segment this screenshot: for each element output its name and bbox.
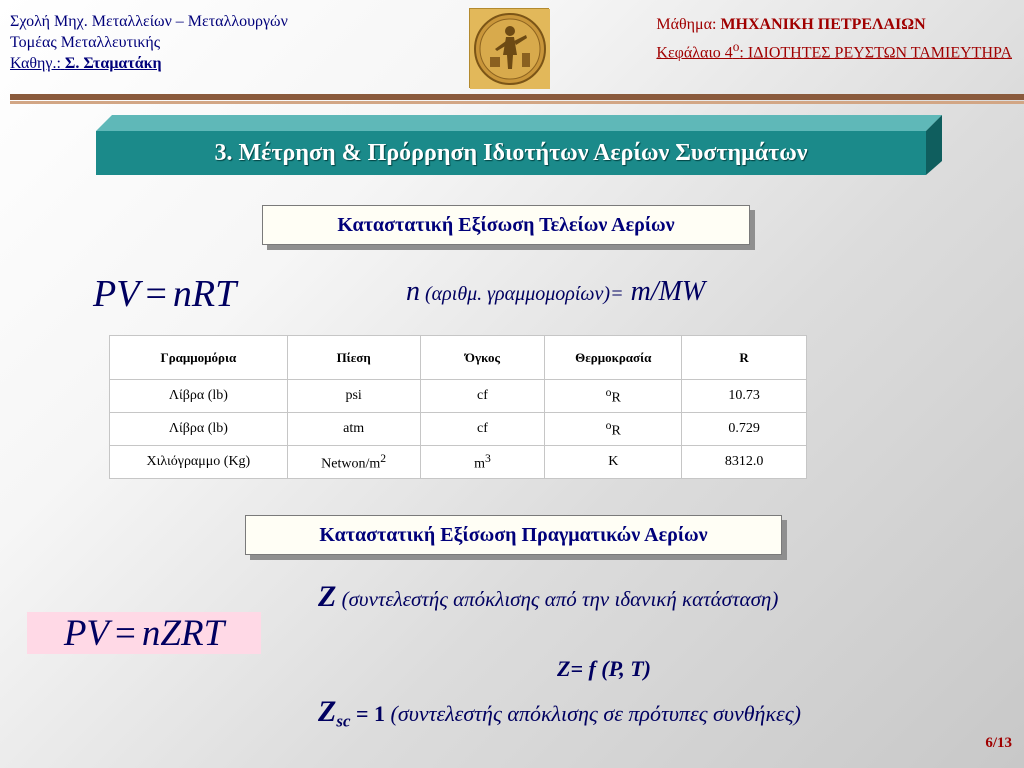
header-r: R: [682, 336, 807, 380]
volume-exponent: 3: [484, 451, 491, 465]
temp-unit: R: [611, 423, 621, 439]
cell-moles: Λίβρα (lb): [110, 380, 288, 413]
chapter-prefix: Κεφάλαιο 4: [656, 44, 733, 62]
table-row: [110, 413, 807, 446]
medallion-icon: [470, 9, 550, 89]
course-name: ΜΗΧΑΝΙΚΗ ΠΕΤΡΕΛΑΙΩΝ: [720, 16, 926, 33]
cell-temperature: K: [545, 446, 682, 479]
z-symbol: Z: [318, 580, 337, 613]
temp-degree: o: [605, 418, 612, 432]
chapter-line: [656, 36, 1012, 64]
school-name: Σχολή Μηχ. Μεταλλείων – Μεταλλουργών: [10, 13, 288, 30]
eq-rhs: nRT: [172, 273, 237, 315]
zsc-definition: [318, 695, 801, 731]
gas-constant-table: [109, 335, 807, 479]
eq-operator: =: [115, 612, 136, 654]
chapter-ordinal: ο: [732, 39, 740, 54]
cell-volume: [420, 446, 545, 479]
ideal-gas-equation: [93, 272, 236, 316]
section-banner: [96, 113, 942, 177]
n-formula: m/MW: [623, 276, 706, 307]
header-temperature: Θερμοκρασία: [545, 336, 682, 380]
header-left: [10, 11, 288, 74]
header-rule: [10, 94, 1024, 100]
header-rule-light: [10, 101, 1024, 104]
cell-r: 8312.0: [682, 446, 807, 479]
course-label: Μάθημα:: [656, 16, 717, 33]
table-header-row: [110, 336, 807, 380]
section-title: 3. Μέτρηση & Πρόρρηση Ιδιοτήτων Αερίων Συστημάτων: [214, 139, 808, 166]
cell-pressure: [287, 446, 420, 479]
division-name: Τομέας Μεταλλευτικής: [10, 34, 161, 51]
professor-line: [10, 53, 288, 74]
eq-operator: =: [145, 273, 167, 315]
real-gas-heading: Καταστατική Εξίσωση Πραγματικών Αερίων: [245, 515, 782, 555]
page-number: 6/13: [985, 735, 1012, 751]
table-row: [110, 446, 807, 479]
ideal-gas-heading: Καταστατική Εξίσωση Τελείων Αερίων: [262, 205, 750, 245]
volume-unit: m: [474, 456, 485, 472]
real-gas-equation: [27, 612, 261, 654]
cell-r: 0.729: [682, 413, 807, 446]
cell-volume: cf: [420, 413, 545, 446]
zsc-symbol: Z: [318, 695, 337, 728]
professor-prefix: Καθηγ.:: [10, 55, 61, 72]
university-logo: [469, 8, 549, 88]
pressure-unit: Netwon/m: [321, 456, 381, 472]
course-line: [656, 14, 1012, 36]
professor-name: Σ. Σταματάκη: [64, 55, 162, 72]
z-definition: [318, 580, 858, 616]
cell-r: 10.73: [682, 380, 807, 413]
zsc-value: = 1: [350, 701, 386, 726]
eq-rhs: nZRT: [141, 612, 225, 654]
eq-lhs: PV: [93, 273, 140, 315]
z-function: Z= f (P, T): [557, 656, 651, 681]
n-description: (αριθμ. γραμμομορίων)=: [420, 283, 624, 305]
z-description: (συντελεστής απόκλισης από την ιδανική κατάσταση): [336, 587, 779, 611]
zsc-subscript: sc: [336, 711, 351, 731]
pressure-exponent: 2: [380, 451, 387, 465]
cell-moles: Λίβρα (lb): [110, 413, 288, 446]
temp-unit: R: [611, 390, 621, 406]
header-volume: Όγκος: [420, 336, 545, 380]
header-moles: Γραμμομόρια: [110, 336, 288, 380]
header-pressure: Πίεση: [287, 336, 420, 380]
cell-temperature: [545, 380, 682, 413]
cell-moles: Χιλιόγραμμο (Kg): [110, 446, 288, 479]
cell-pressure: psi: [287, 380, 420, 413]
cell-pressure: atm: [287, 413, 420, 446]
temp-degree: o: [605, 385, 612, 399]
cell-temperature: [545, 413, 682, 446]
table-row: [110, 380, 807, 413]
chapter-title: : ΙΔΙΟΤΗΤΕΣ ΡΕΥΣΤΩΝ ΤΑΜΙΕΥΤΗΡΑ: [739, 44, 1012, 62]
moles-definition: [406, 276, 705, 308]
header-right: [656, 14, 1012, 64]
n-symbol: n: [406, 276, 420, 307]
zsc-description: (συντελεστής απόκλισης σε πρότυπες συνθήκες): [385, 701, 801, 726]
eq-lhs: PV: [63, 612, 110, 654]
cell-volume: cf: [420, 380, 545, 413]
